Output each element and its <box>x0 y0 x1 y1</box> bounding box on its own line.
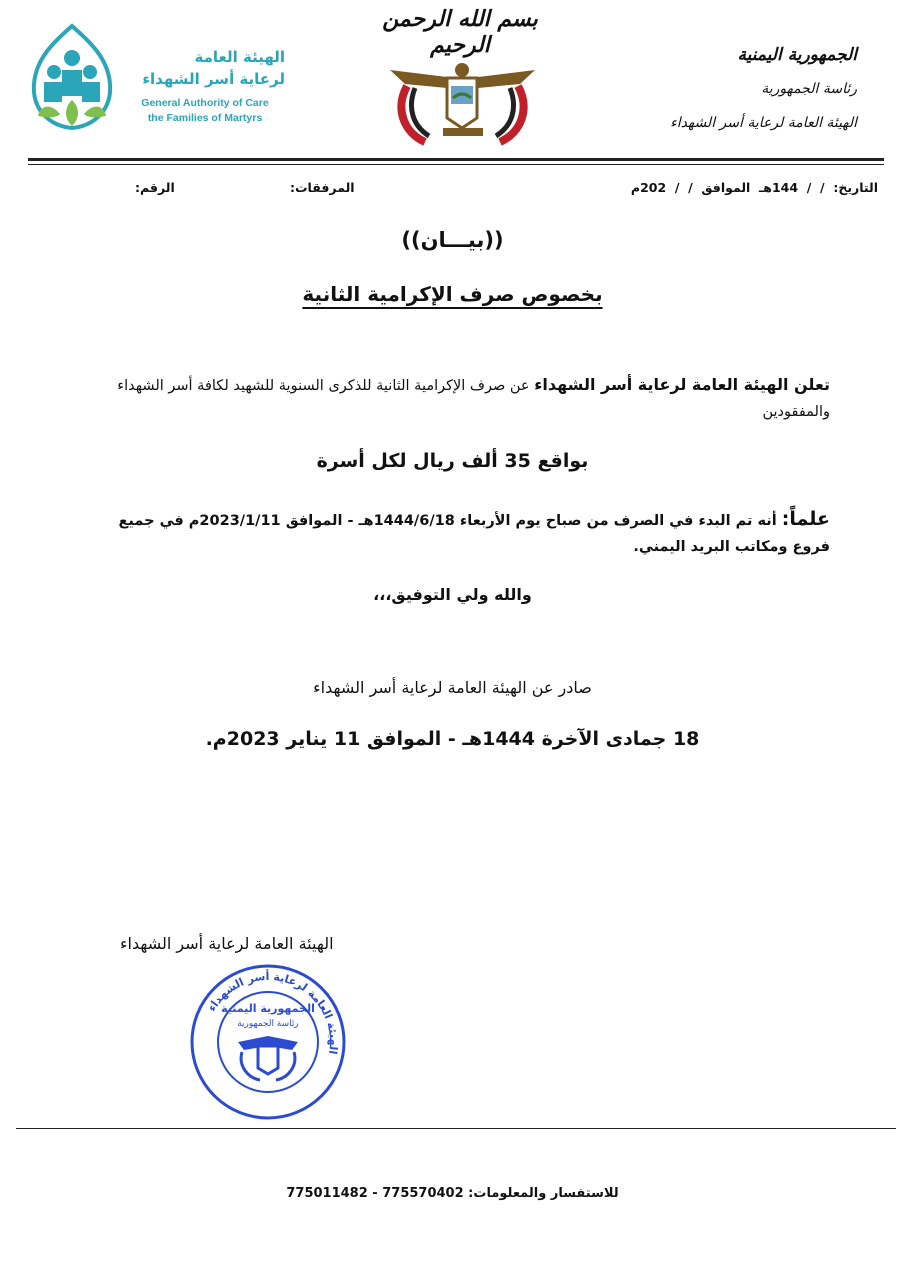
authority-logo-icon <box>30 22 115 134</box>
presidency-name: رئاسة الجمهورية <box>761 81 857 97</box>
authority-name-en-line2: the Families of Martyrs <box>147 112 263 124</box>
attachments-field: المرفقات: <box>290 180 355 195</box>
announcement-text: عن صرف الإكرامية الثانية للذكرى السنوية للشهيد لكافة أسر الشهداء والمفقودين <box>117 378 830 420</box>
document-meta-row <box>40 180 880 198</box>
contact-line: للاستفسار والمعلومات: 775570402 - 775011482 <box>286 1186 619 1201</box>
issued-by: صادر عن الهيئة العامة لرعاية أسر الشهداء <box>313 678 592 697</box>
announcement-paragraph <box>100 372 830 425</box>
footer-rule <box>16 1128 896 1129</box>
authority-name-en-line1: General Authority of Care <box>141 97 269 109</box>
republic-header <box>667 38 857 140</box>
note-paragraph <box>100 506 830 560</box>
statement-title: ((بيـــان)) <box>401 228 504 252</box>
authority-name-ar-line2: لرعاية أسر الشهداء <box>142 70 285 88</box>
closing-line: والله ولي التوفيق،،، <box>373 585 532 604</box>
reference-number-field: الرقم: <box>135 180 175 195</box>
official-stamp-icon <box>188 962 348 1122</box>
header-rule-bottom <box>28 164 884 165</box>
national-emblem-icon <box>385 58 540 148</box>
note-label: علماً: <box>781 508 830 530</box>
stamp-ring-text: الهيئة العامة لرعاية أسر الشهداء <box>205 969 341 1056</box>
authority-name-en <box>125 96 285 126</box>
authority-name-script: الهيئة العامة لرعاية أسر الشهداء <box>670 115 857 131</box>
basmala: بسم الله الرحمن الرحيم <box>382 6 538 58</box>
statement-subject: بخصوص صرف الإكرامية الثانية <box>302 282 603 306</box>
stamp-top-text: الجمهورية اليمنية <box>221 1002 315 1015</box>
republic-name: الجمهورية اليمنية <box>737 45 857 65</box>
header-rule-top <box>28 158 884 161</box>
date-field: التاريخ: / / 144هـ الموافق / / 202م <box>630 180 878 195</box>
signature-authority: الهيئة العامة لرعاية أسر الشهداء <box>120 934 334 953</box>
authority-name-ar <box>125 46 285 90</box>
authority-name-ar-line1: الهيئة العامة <box>194 48 285 66</box>
amount-line: بواقع 35 ألف ريال لكل أسرة <box>316 450 589 472</box>
note-text: أنه تم البدء في الصرف من صباح يوم الأربعاء 1444/6/18هـ - الموافق 2023/1/11م في جميع فروع ومكاتب البريد اليمني. <box>118 513 830 555</box>
issued-date: 18 جمادى الآخرة 1444هـ - الموافق 11 يناير 2023م. <box>205 728 700 750</box>
announcement-lead: تعلن الهيئة العامة لرعاية أسر الشهداء <box>534 375 830 394</box>
stamp-mid-text: رئاسة الجمهورية <box>237 1019 299 1029</box>
